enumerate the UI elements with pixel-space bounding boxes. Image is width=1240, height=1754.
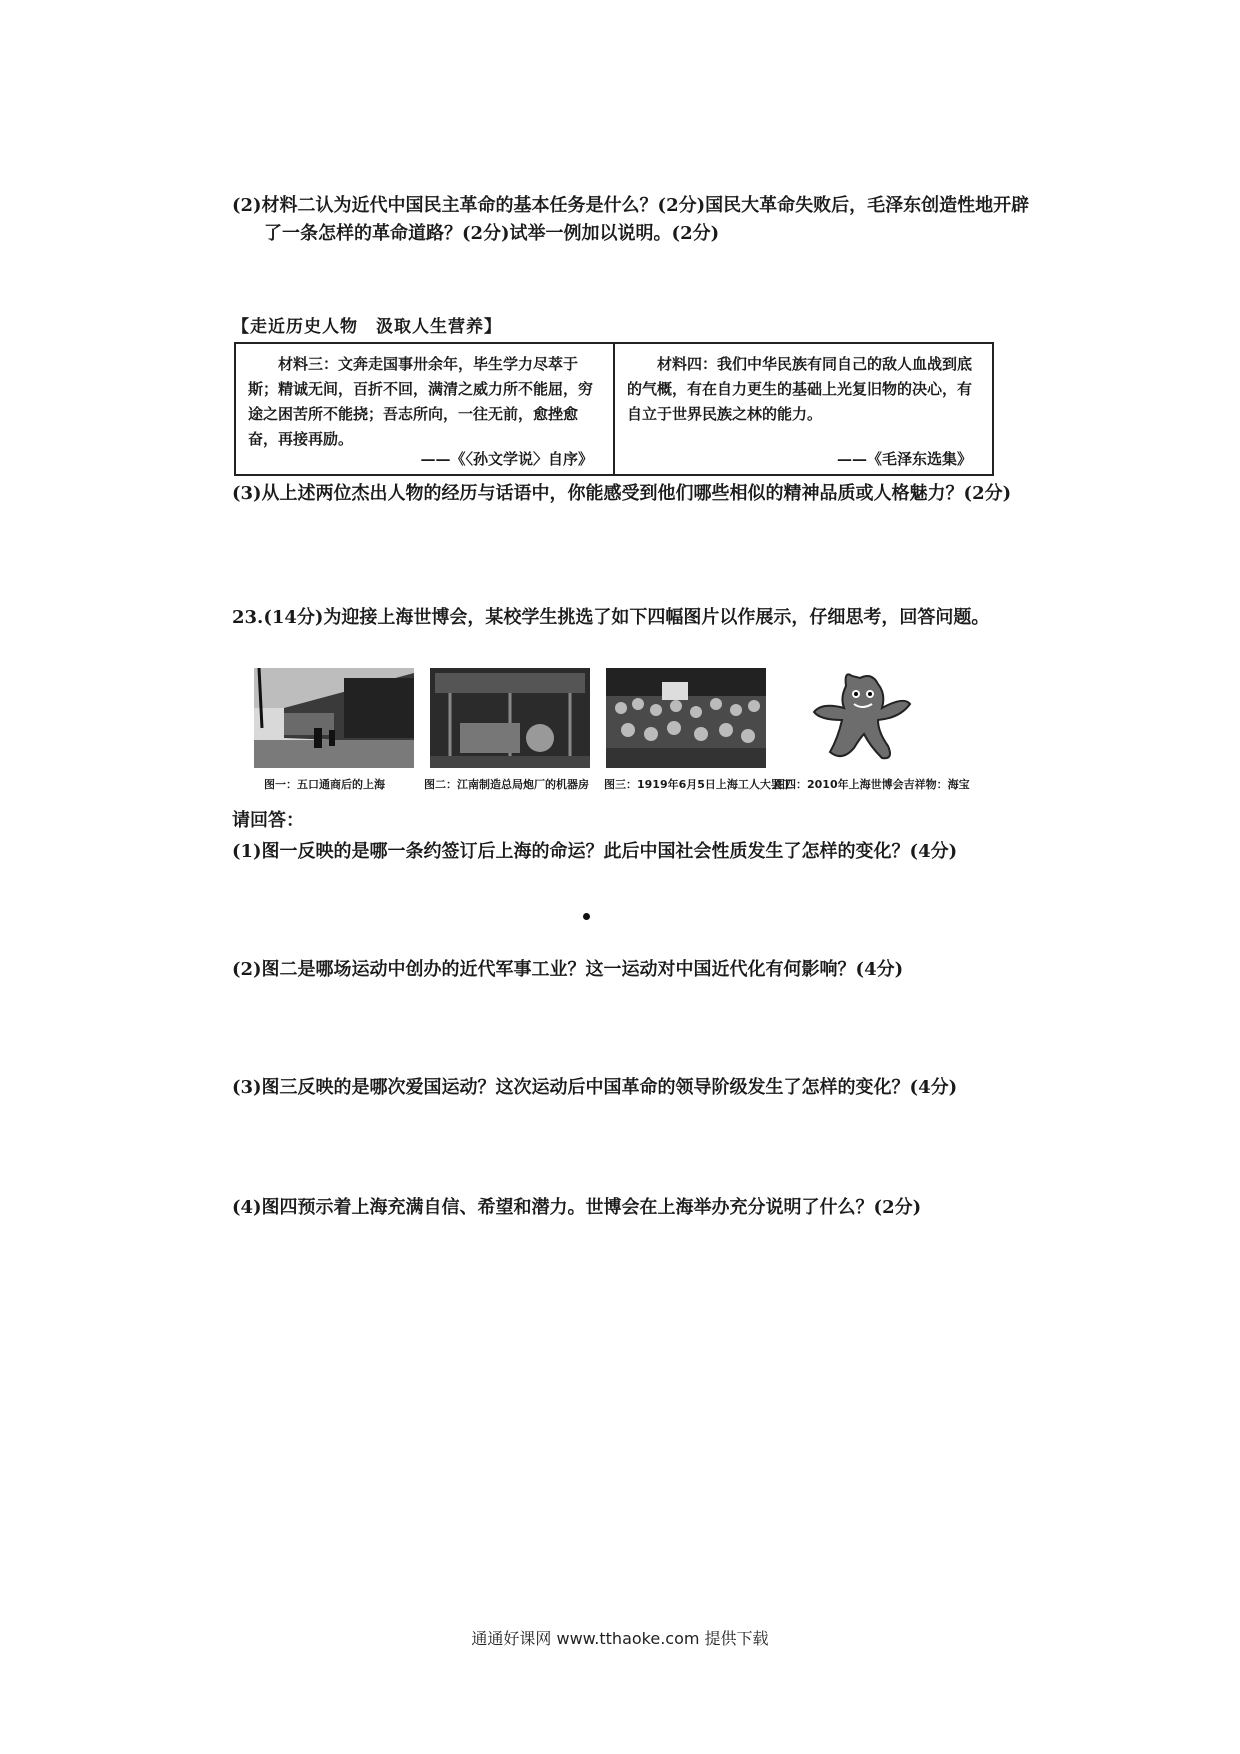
material-3	[236, 344, 613, 474]
sub-question-1: (1)图一反映的是哪一条约签订后上海的命运？此后中国社会性质发生了怎样的变化？(4分)	[232, 841, 958, 862]
sub-question-2: (2)图二是哪场运动中创办的近代军事工业？这一运动对中国近代化有何影响？(4分)	[232, 959, 904, 980]
photo-shanghai-street	[254, 668, 414, 768]
haibao-mascot-icon	[782, 668, 942, 768]
caption-2: 图二：江南制造总局炮厂的机器房	[424, 778, 589, 791]
photo-strip	[254, 668, 974, 796]
material-4	[613, 344, 992, 474]
sub-question-4: (4)图四预示着上海充满自信、希望和潜力。世博会在上海举办充分说明了什么？(2分)	[232, 1197, 922, 1218]
photo-machine-room	[430, 668, 590, 768]
ink-dot	[583, 913, 590, 920]
caption-1: 图一：五口通商后的上海	[264, 778, 385, 791]
section-title: 【走近历史人物 汲取人生营养】	[232, 317, 502, 337]
material-4-source: ——《毛泽东选集》	[836, 450, 972, 468]
sub-question-3: (3)图三反映的是哪次爱国运动？这次运动后中国革命的领导阶级发生了怎样的变化？(4分)	[232, 1077, 958, 1098]
materials-table	[234, 342, 994, 476]
question-2: (2)材料二认为近代中国民主革命的基本任务是什么？(2分)国民大革命失败后，毛泽东创造性地开辟了一条怎样的革命道路？(2分)试举一例加以说明。(2分)	[232, 195, 1030, 244]
question-3: (3)从上述两位杰出人物的经历与话语中，你能感受到他们哪些相似的精神品质或人格魅力？(2分)	[232, 483, 1012, 504]
photo-workers-strike	[606, 668, 766, 768]
answer-prompt: 请回答：	[232, 810, 304, 831]
material-3-body: 材料三：文奔走国事卅余年，毕生学力尽萃于斯；精诚无间，百折不回，满清之威力所不能屈，穷途之困苦所不能挠；吾志所向，一往无前，愈挫愈奋，再接再励。	[248, 355, 594, 448]
caption-3: 图三：1919年6月5日上海工人大罢工	[604, 778, 793, 791]
question-23: 23.(14分)为迎接上海世博会，某校学生挑选了如下四幅图片以作展示，仔细思考，回答问题。	[232, 607, 990, 628]
footer-download-note: 通通好课网 www.tthaoke.com 提供下载	[471, 1629, 769, 1648]
material-3-source: ——《〈孙文学说〉自序》	[420, 450, 593, 468]
caption-4: 图四：2010年上海世博会吉祥物：海宝	[774, 778, 970, 791]
material-4-body: 材料四：我们中华民族有同自己的敌人血战到底的气概，有在自力更生的基础上光复旧物的决心，有自立于世界民族之林的能力。	[627, 355, 973, 423]
